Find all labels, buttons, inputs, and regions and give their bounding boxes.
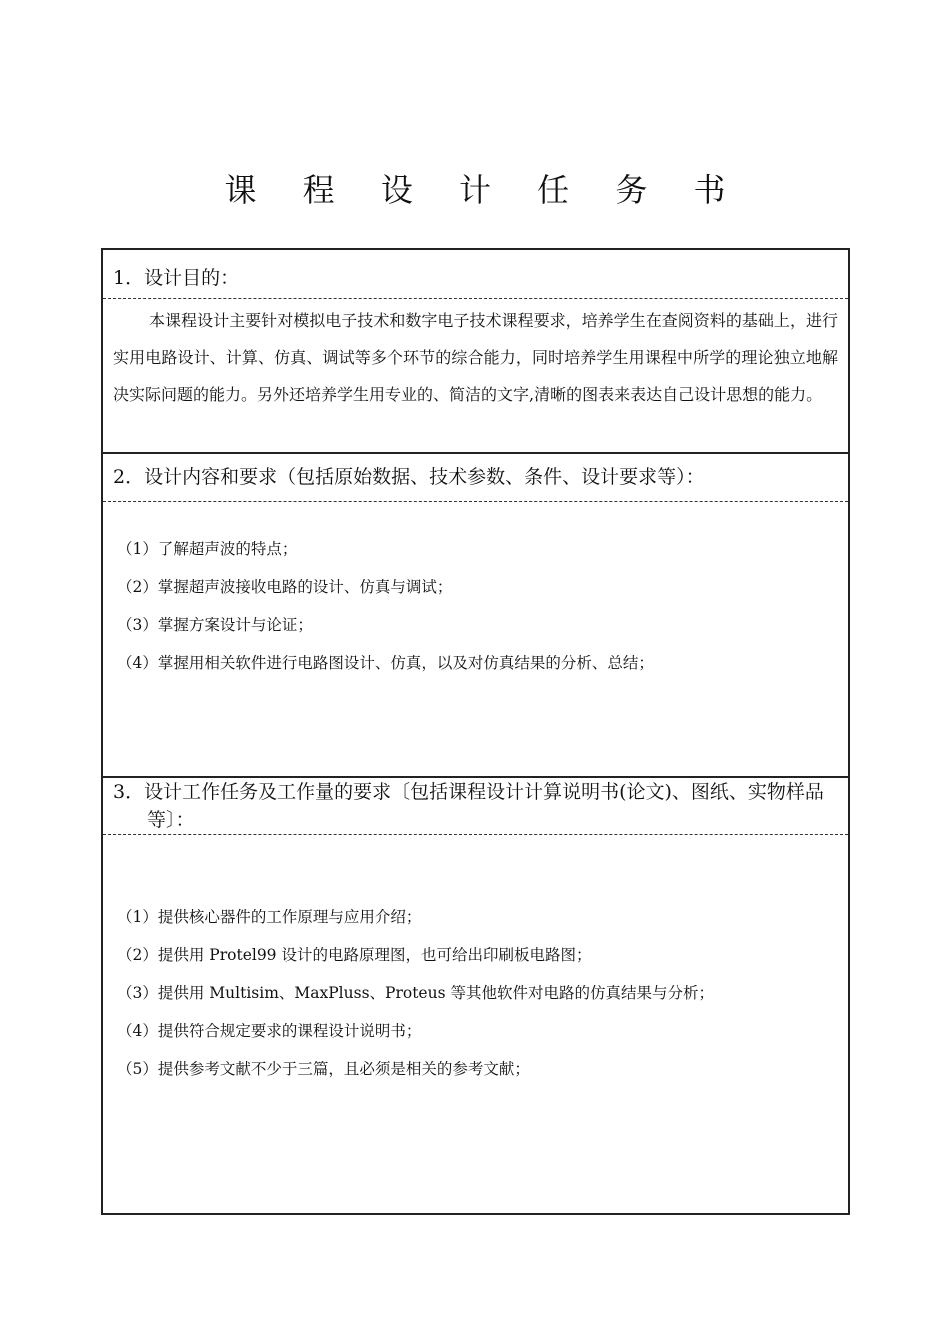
section-heading-content: 2．设计内容和要求（包括原始数据、技术参数、条件、设计要求等）： — [103, 456, 848, 502]
list-item: （3）掌握方案设计与论证； — [117, 616, 313, 634]
list-item: （4）提供符合规定要求的课程设计说明书； — [117, 1022, 422, 1040]
purpose-paragraph: 本课程设计主要针对模拟电子技术和数字电子技术课程要求，培养学生在查阅资料的基础上，进行实用电路设计、计算、仿真、调试等多个环节的综合能力，同时培养学生用课程中所学的理论独立地解决实际问题的能力。另外还培养学生用专业的、简洁的文字,清晰的图表来表达自己设计思想的能力。 — [113, 311, 838, 404]
list-item: （5）提供参考文献不少于三篇，且必须是相关的参考文献； — [117, 1060, 530, 1078]
list-item: （3）提供用 Multisim、MaxPluss、Proteus 等其他软件对电路的仿真结果与分析； — [117, 984, 714, 1002]
list-item: （2）掌握超声波接收电路的设计、仿真与调试； — [117, 578, 453, 596]
list-item: （1）提供核心器件的工作原理与应用介绍； — [117, 908, 422, 926]
section-heading-tasks-text: 3．设计工作任务及工作量的要求〔包括课程设计计算说明书(论文)、图纸、实物样品等〕： — [113, 781, 824, 831]
task-requirement-list — [117, 898, 840, 1088]
section-design-content — [103, 452, 848, 774]
list-item: （1）了解超声波的特点； — [117, 540, 298, 558]
list-item: （2）提供用 Protel99 设计的电路原理图，也可给出印刷板电路图； — [117, 946, 592, 964]
section-work-tasks — [103, 776, 848, 1215]
section-heading-purpose: 1．设计目的： — [103, 260, 848, 299]
task-form-table — [101, 248, 850, 1215]
content-requirement-list — [117, 530, 840, 682]
page-title: 课 程 设 计 任 务 书 — [224, 171, 744, 209]
list-item: （4）掌握用相关软件进行电路图设计、仿真，以及对仿真结果的分析、总结； — [117, 654, 654, 672]
section-design-purpose — [103, 250, 848, 450]
section-heading-tasks — [103, 778, 848, 835]
